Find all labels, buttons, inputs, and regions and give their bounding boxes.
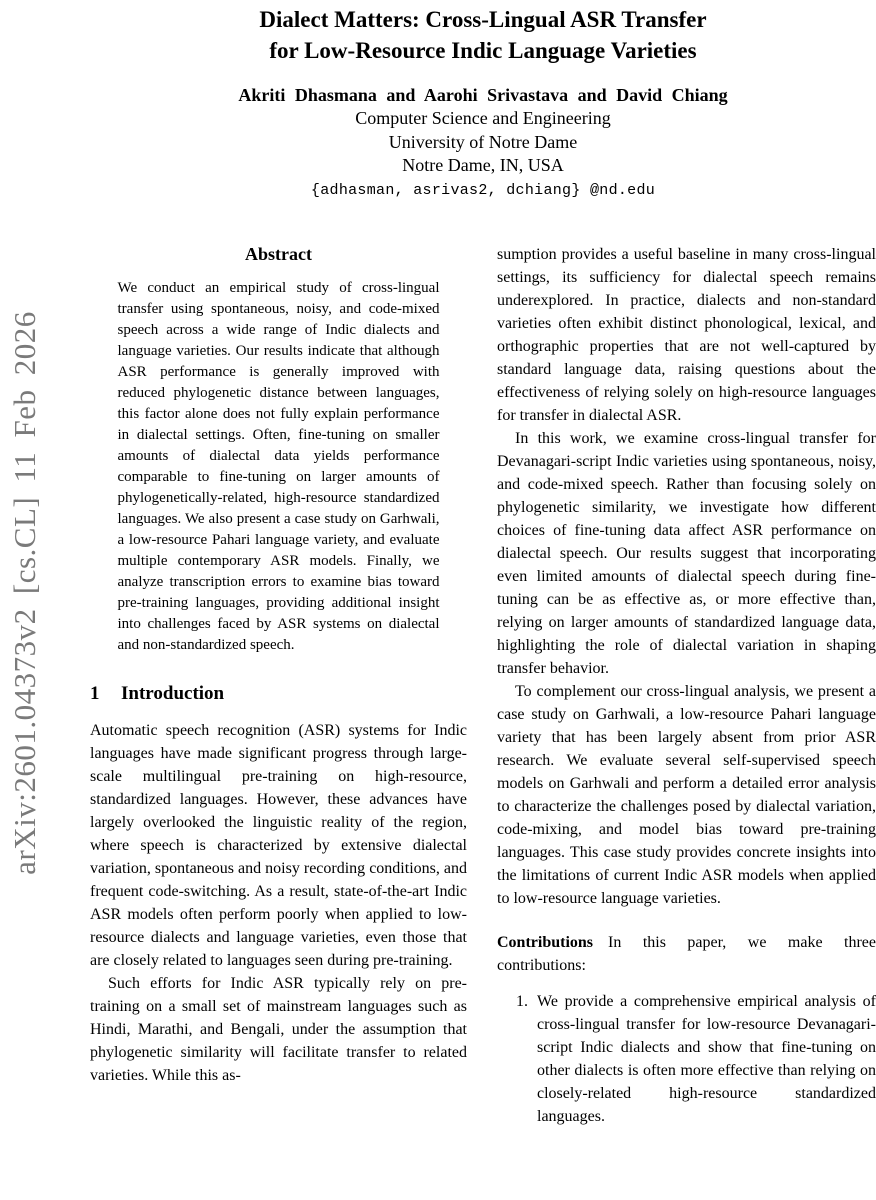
right-paragraph-1: sumption provides a useful baseline in many cross-lingual settings, its sufficiency for dialectal speech remains underexplored. In practice, dialects and non-standard varieties often exhibit distinct phonological, lexical, and orthographic properties that are not well-captured by standard language data, raising questions about the effectiveness of relying solely on high-resource languages for transfer in dialectal ASR. (497, 246, 876, 424)
contributions-paragraph (497, 931, 876, 977)
list-item-text: We provide a comprehensive empirical analysis of cross-lingual transfer for low-resource Devanagari-script Indic dialects and show that fine-tuning on other dialects is often more effective than relying on closely-related high-resource standardized languages. (537, 993, 876, 1125)
right-column (497, 243, 876, 1128)
right-paragraph-3: To complement our cross-lingual analysis, we present a case study on Garhwali, a low-resource Pahari language variety that has been largely absent from prior ASR research. We evaluate several self-supervised speech models on Garhwali and perform a detailed error analysis to characterize the challenges posed by dialectal variation, code-mixing, and model bias toward pre-training languages. This case study provides concrete insights into the limitations of current Indic ASR models when applied to low-resource language varieties. (497, 683, 876, 907)
section-number: 1 (90, 683, 100, 704)
list-item-number: 1. (516, 993, 528, 1010)
intro-paragraph-2: Such efforts for Indic ASR typically rely on pre-training on a small set of mainstream languages such as Hindi, Marathi, and Bengali, under the assumption that phylogenetic similarity will facilitate transfer to related varieties. While this as- (90, 975, 467, 1084)
affiliation-location: Notre Dame, IN, USA (402, 155, 564, 175)
abstract-text: We conduct an empirical study of cross-lingual transfer using spontaneous, noisy, and code-mixed speech across a wide range of Indic dialects and language varieties. Our results indicate that although ASR performance is generally improved with reduced phylogenetic distance between languages, this factor alone does not fully explain performance in dialectal settings. Often, fine-tuning on smaller amounts of dialectal data yields performance comparable to fine-tuning on larger amounts of phylogenetically-related, high-resource standardized languages. We also present a case study on Garhwali, a low-resource Pahari language variety, and evaluate multiple contemporary ASR models. Finally, we analyze transcription errors to examine bias toward pre-training languages, providing additional insight into challenges faced by ASR systems on dialectal and non-standardized speech. (117, 280, 440, 653)
affiliation-university: University of Notre Dame (388, 131, 578, 152)
contributions-lead: In this paper, we make three contributions: (497, 934, 876, 974)
arxiv-watermark: arXiv:2601.04373v2 [cs.CL] 11 Feb 2026 (7, 311, 42, 875)
title-block (90, 0, 876, 199)
affiliation-department: Computer Science and Engineering (355, 108, 611, 128)
paper-title (90, 4, 876, 66)
intro-paragraph-1: Automatic speech recognition (ASR) systems for Indic languages have made significant progress through large-scale multilingual pre-training on high-resource, standardized languages. However, these advances have largely overlooked the linguistic reality of the region, where speech is characterized by extensive dialectal variation, spontaneous and noisy recording conditions, and frequent code-switching. As a result, state-of-the-art Indic ASR models often perform poorly when applied to low-resource dialects and language varieties, even those that are closely related to languages seen during pre-training. (90, 722, 467, 969)
right-paragraph-2: In this work, we examine cross-lingual transfer for Devanagari-script Indic varieties using spontaneous, noisy, and code-mixed speech. Rather than focusing solely on phylogenetic similarity, we investigate how different choices of fine-tuning data affect ASR performance on dialectal speech. Our results suggest that incorporating even limited amounts of dialectal speech during fine-tuning can be as effective as, or more effective than, relying on larger amounts of standardized language data, highlighting the role of dialectal variation in shaping transfer behavior. (497, 430, 876, 677)
two-column-body (90, 243, 876, 1128)
contributions-heading: Contributions (497, 934, 594, 951)
section-heading-introduction (90, 682, 467, 706)
abstract-section (90, 243, 467, 656)
contribution-list-item-1 (497, 990, 876, 1128)
authors-line: Akriti Dhasmana and Aarohi Srivastava and David Chiang (238, 85, 728, 105)
paper-title-line2: for Low-Resource Indic Language Varieties (269, 38, 697, 63)
paper-title-line1: Dialect Matters: Cross-Lingual ASR Transfer (259, 7, 707, 32)
email-line: {adhasman, asrivas2, dchiang} @nd.edu (310, 181, 656, 199)
section-title: Introduction (121, 683, 225, 704)
left-column (90, 243, 467, 1128)
abstract-heading: Abstract (245, 244, 312, 264)
